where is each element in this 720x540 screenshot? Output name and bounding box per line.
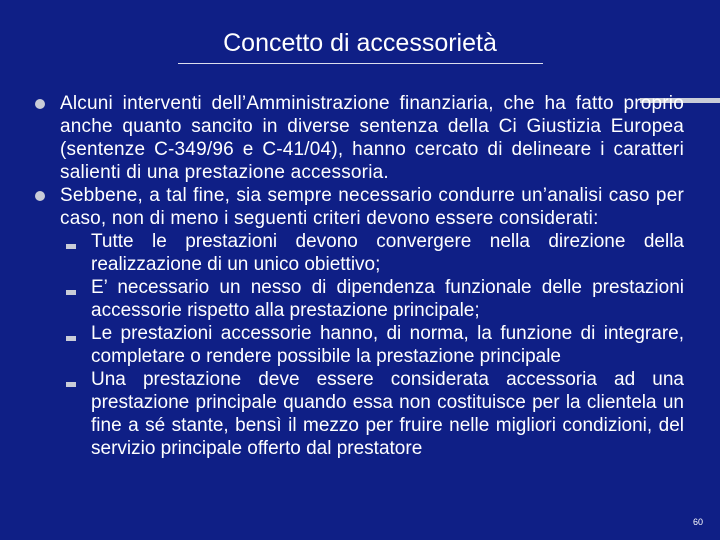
sub-bullet-text: Tutte le prestazioni devono convergere nella direzione della realizzazione di un unico obiettivo;: [91, 231, 684, 275]
slide-body: [60, 92, 684, 460]
title-underline: [178, 63, 543, 64]
dash-bullet-icon: [66, 382, 76, 387]
sub-bullet-text: E’ necessario un nesso di dipendenza funzionale delle prestazioni accessorie rispetto alla prestazione principale;: [91, 277, 684, 321]
bullet-text: Alcuni interventi dell’Amministrazione finanziaria, che ha fatto proprio anche quanto sancito in diverse sentenza della Ci Giustizia Europea (sentenze C-349/96 e C-41/04), hanno cercato di delineare i caratteri salienti di una prestazione accessoria.: [60, 93, 684, 183]
bullet-item: [60, 184, 684, 230]
slide-title: Concetto di accessorietà: [223, 29, 497, 57]
dash-bullet-icon: [66, 336, 76, 341]
sub-bullet-text: Le prestazioni accessorie hanno, di norma, la funzione di integrare, completare o rendere possibile la prestazione principale: [91, 323, 684, 367]
sub-bullet-item: [91, 368, 684, 460]
sub-bullet-item: [91, 322, 684, 368]
dash-bullet-icon: [66, 244, 76, 249]
bullet-dot-icon: [35, 99, 45, 109]
bullet-text: Sebbene, a tal fine, sia sempre necessario condurre un’analisi caso per caso, non di meno i seguenti criteri devono essere considerati:: [60, 185, 684, 229]
sub-bullet-text: Una prestazione deve essere considerata accessoria ad una prestazione principale quando essa non costituisce per la clientela un fine a sé stante, bensì il mezzo per fruire nelle migliori condizioni, del servizio principale offerto dal prestatore: [91, 369, 684, 459]
bullet-item: [60, 92, 684, 184]
page-number: 60: [693, 517, 704, 527]
sub-bullet-item: [91, 276, 684, 322]
sub-bullet-item: [91, 230, 684, 276]
bullet-dot-icon: [35, 191, 45, 201]
dash-bullet-icon: [66, 290, 76, 295]
